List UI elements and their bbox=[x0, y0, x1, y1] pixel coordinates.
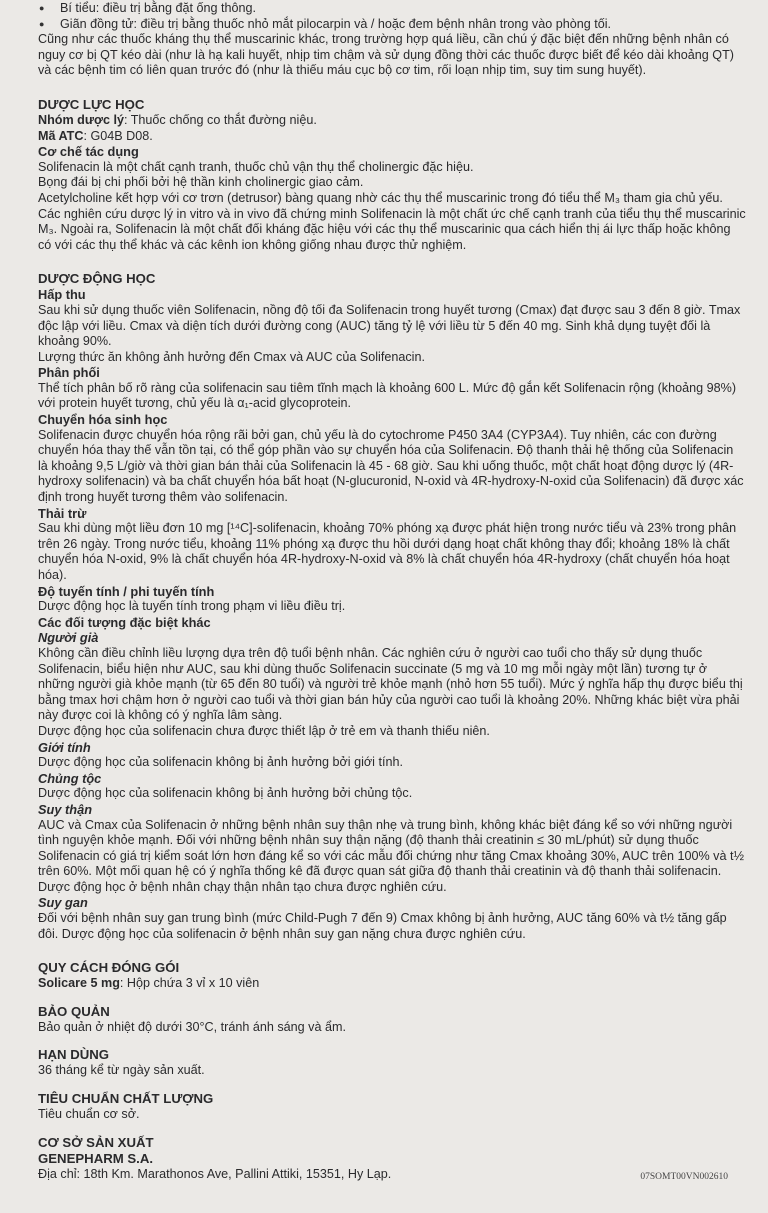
mechanism-heading: Cơ chế tác dụng bbox=[38, 144, 139, 160]
storage-text: Bảo quản ở nhiệt độ dưới 30°C, tránh ánh sáng và ẩm. bbox=[38, 1019, 346, 1034]
atc-label: Mã ATC bbox=[38, 128, 84, 143]
distribution-heading: Phân phối bbox=[38, 365, 100, 381]
hepatic-paragraph: Đối với bệnh nhân suy gan trung bình (mức Child-Pugh 7 đến 9) Cmax không bị ảnh hưởng, AUC tăng 60% và t½ tăng gấp đôi. Dược động học của solifenacin ở bệnh nhân suy gan nặng chưa được nghiên cứu. bbox=[38, 911, 727, 941]
absorption-paragraph-1: Sau khi sử dụng thuốc viên Solifenacin, nồng độ tối đa Solifenacin trong huyết tương (Cmax) đạt được sau 3 đến 8 giờ. Tmax độc lập với liều. Cmax và diện tích dưới đường cong (AUC) tăng tỷ lệ với liều từ 5 đến 40 mg. Sinh khả dụng tuyệt đối là khoảng 90%. bbox=[38, 302, 741, 349]
pharmacokinetics-heading: DƯỢC ĐỘNG HỌC bbox=[38, 271, 156, 287]
mechanism-paragraph-1: Solifenacin là một chất cạnh tranh, thuốc chủ vận thụ thể cholinergic đặc hiệu. bbox=[38, 159, 474, 174]
pharmacodynamics-heading: DƯỢC LỰC HỌC bbox=[38, 96, 145, 112]
special-populations-heading: Các đối tượng đặc biệt khác bbox=[38, 614, 211, 630]
linearity-paragraph: Dược động học là tuyến tính trong phạm vi liều điều trị. bbox=[38, 599, 346, 614]
renal-paragraph-1: AUC và Cmax của Solifenacin ở những bệnh nhân suy thận nhẹ và trung bình, không khác biệt đáng kể so với những người tình nguyện khỏe mạnh. Đối với những bệnh nhân suy thận nặng (độ thanh thải creatinin ≤ 30 mL/phút) sử dụng thuốc Solifenacin có giá trị kiểm soát lớn hơn đáng kể so với các mẫu đối chứng như tăng Cmax khoảng 30%, AUC trên 100% và t½ trên 60%. Một mối quan hệ có ý nghĩa thống kê đã được quan sát giữa độ thanh thải creatinin và độ thanh thải solifenacin. bbox=[38, 817, 744, 879]
gender-paragraph: Dược động học của solifenacin không bị ảnh hưởng bởi giới tính. bbox=[38, 755, 403, 770]
quality-standard-text: Tiêu chuẩn cơ sở. bbox=[38, 1107, 140, 1122]
mechanism-paragraph-3: Acetylcholine kết hợp với cơ trơn (detrusor) bàng quang nhờ các thụ thể muscarinic trong đó tiểu thể M₃ tham gia chủ yếu. Các nghiên cứu dược lý in vitro và in vivo đã chứng minh Solifenacin là một chất ức chế cạnh tranh của tiểu thụ thể muscarinic M₃. Ngoài ra, Solifenacin là một chất đối kháng đặc hiệu với các thụ thể muscarinic qua cách hiển thị ái lực thấp hoặc không có với các thụ thể khác và các kênh ion không giống nhau được thử nghiệm. bbox=[38, 190, 746, 252]
renal-impairment-heading: Suy thận bbox=[38, 801, 93, 817]
elderly-heading: Người già bbox=[38, 630, 99, 646]
elderly-paragraph-2: Dược động học của solifenacin chưa được thiết lập ở trẻ em và thanh thiếu niên. bbox=[38, 723, 490, 738]
manufacturer-name: GENEPHARM S.A. bbox=[38, 1150, 154, 1166]
pharmacologic-group bbox=[38, 113, 746, 129]
document-code: 07SOMT00VN002610 bbox=[640, 1172, 728, 1182]
gender-heading: Giới tính bbox=[38, 739, 91, 755]
overdose-bullet-urinary-retention: ● Bí tiểu: điều trị bằng đặt ống thông. bbox=[38, 1, 746, 17]
hepatic-impairment-heading: Suy gan bbox=[38, 895, 88, 911]
race-heading: Chủng tộc bbox=[38, 770, 102, 786]
manufacturer-address: Địa chỉ: 18th Km. Marathonos Ave, Pallini Attiki, 15351, Hy Lạp. bbox=[38, 1166, 392, 1181]
atc-code bbox=[38, 129, 746, 145]
atc-value: : G04B D08. bbox=[83, 128, 153, 143]
metabolism-heading: Chuyển hóa sinh học bbox=[38, 412, 168, 428]
storage-heading: BẢO QUẢN bbox=[38, 1003, 110, 1019]
packaging-line bbox=[38, 976, 746, 992]
manufacturer-heading: CƠ SỞ SẢN XUẤT bbox=[38, 1134, 154, 1150]
group-value: : Thuốc chống co thắt đường niệu. bbox=[123, 112, 317, 127]
elimination-heading: Thải trừ bbox=[38, 505, 87, 521]
absorption-heading: Hấp thu bbox=[38, 287, 86, 303]
linearity-heading: Độ tuyến tính / phi tuyến tính bbox=[38, 583, 215, 599]
mechanism-paragraph-2: Bọng đái bị chi phối bởi hệ thần kinh cholinergic giao cảm. bbox=[38, 175, 364, 190]
absorption-paragraph-2: Lượng thức ăn không ảnh hưởng đến Cmax và AUC của Solifenacin. bbox=[38, 349, 425, 364]
group-label: Nhóm dược lý bbox=[38, 112, 124, 127]
elimination-paragraph: Sau khi dùng một liều đơn 10 mg [¹⁴C]-solifenacin, khoảng 70% phóng xạ được phát hiện trong nước tiểu và 23% trong phân trên 26 ngày. Trong nước tiểu, khoảng 11% phóng xạ được thu hồi dưới dạng hoạt chất không thay đổi; khoảng 18% là chất chuyển hóa N-oxid, 9% là chất chuyển hóa 4R-hydroxy-N-oxid và 8% là chất chuyển hóa 4R-hydroxy (chất chuyển hóa hoạt hóa). bbox=[38, 521, 737, 582]
leaflet-page bbox=[38, 0, 746, 1182]
packaging-detail: : Hộp chứa 3 vỉ x 10 viên bbox=[119, 976, 260, 991]
distribution-paragraph: Thể tích phân bố rõ ràng của solifenacin sau tiêm tĩnh mạch là khoảng 600 L. Mức độ gắn kết Solifenacin rộng (khoảng 98%) với protein huyết tương, chủ yếu là α₁-acid glycoprotein. bbox=[38, 380, 737, 411]
elderly-paragraph-1: Không cần điều chỉnh liều lượng dựa trên độ tuổi bệnh nhân. Các nghiên cứu ở người cao tuổi cho thấy sử dụng thuốc Solifenacin, biểu hiện như AUC, sau khi dùng thuốc Solifenacin succinate (5 mg và 10 mg mỗi ngày một lần) tương tự ở những người già khỏe mạnh (từ 65 đến 80 tuổi) và người trẻ khỏe mạnh (nhỏ hơn 55 tuổi). Mức ý nghĩa hấp thụ được biểu thị bằng tmax hơi chậm hơn ở người cao tuổi và thời gian bán hủy của người cao tuổi là khoảng 20%. Những khác biệt vừa phải này được coi là không có ý nghĩa lâm sàng. bbox=[38, 645, 743, 723]
shelf-life-heading: HẠN DÙNG bbox=[38, 1047, 110, 1063]
overdose-bullet-mydriasis: ● Giãn đồng tử: điều trị bằng thuốc nhỏ mắt pilocarpin và / hoặc đem bệnh nhân trong vào phòng tối. bbox=[38, 17, 746, 33]
renal-paragraph-2: Dược động học ở bệnh nhân chạy thận nhân tạo chưa được nghiên cứu. bbox=[38, 879, 447, 894]
quality-standard-heading: TIÊU CHUẨN CHẤT LƯỢNG bbox=[38, 1091, 214, 1107]
shelf-life-text: 36 tháng kể từ ngày sản xuất. bbox=[38, 1063, 205, 1078]
packaging-heading: QUY CÁCH ĐÓNG GÓI bbox=[38, 960, 180, 976]
product-name: Solicare 5 mg bbox=[38, 976, 120, 991]
overdose-paragraph: Cũng như các thuốc kháng thụ thể muscarinic khác, trong trường hợp quá liều, cần chú ý đặc biệt đến những bệnh nhân có nguy cơ bị QT kéo dài (như là hạ kali huyết, nhịp tim chậm và sử dụng đồng thời các thuốc được biết để kéo dài khoảng QT) và các bệnh tim có liên quan trước đó (như là thiếu máu cục bộ cơ tim, rối loạn nhịp tim, suy tim sung huyết). bbox=[38, 32, 734, 78]
metabolism-paragraph: Solifenacin được chuyển hóa rộng rãi bởi gan, chủ yếu là do cytochrome P450 3A4 (CYP3A4). Tuy nhiên, các con đường chuyển hóa thay thế vẫn tồn tại, có thể góp phần vào sự chuyển hóa của Solifenacin. Độ thanh thải hệ thống của Solifenacin là khoảng 9,5 L/giờ và thời gian bán thải của Solifenacin là 45 - 68 giờ. Sau khi uống thuốc, một chất hoạt động dược lý (4R-hydroxy solifenacin) và ba chất chuyển hóa bất hoạt (N-glucuronid, N-oxid và 4R-hydroxy-N-oxid của Solifenacin) đã được xác định trong huyết tương thêm vào solifenacin. bbox=[38, 427, 744, 505]
race-paragraph: Dược động học của solifenacin không bị ảnh hưởng bởi chủng tộc. bbox=[38, 786, 413, 801]
